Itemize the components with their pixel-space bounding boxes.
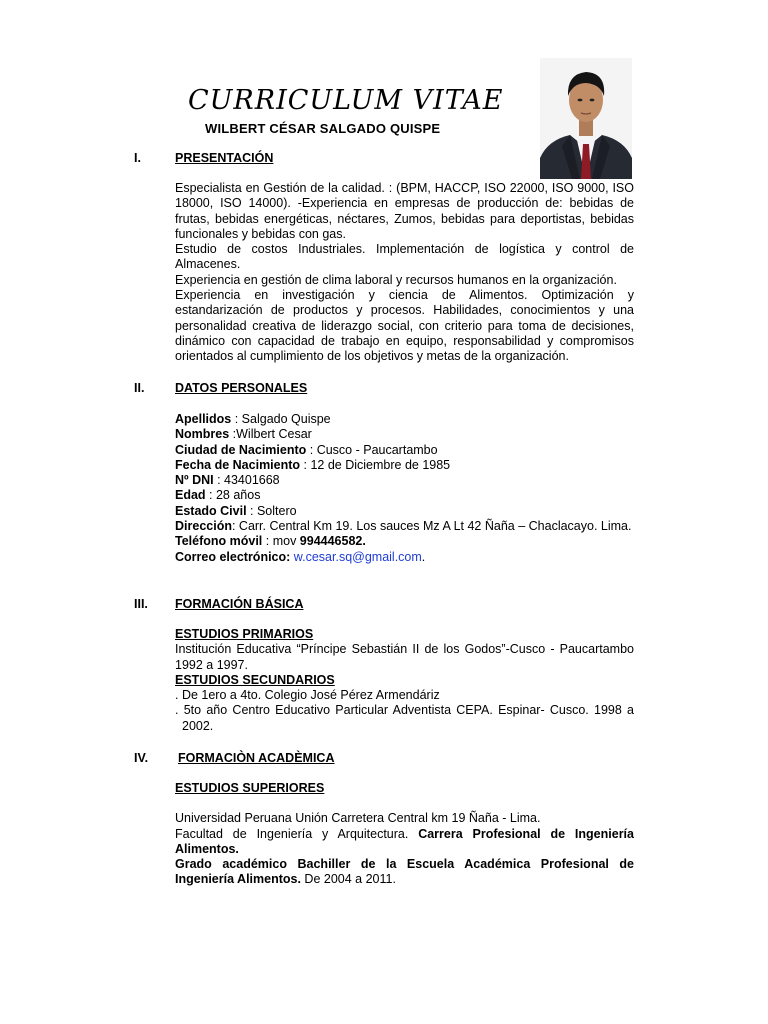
estudios-superiores-heading: ESTUDIOS SUPERIORES <box>175 781 325 795</box>
section-heading-basica: FORMACIÓN BÁSICA <box>175 597 304 611</box>
grado-fechas: De 2004 a 2011. <box>300 872 396 887</box>
presentacion-paragraph-1: Especialista en Gestión de la calidad. : (BPM, HACCP, ISO 22000, ISO 9000, ISO 18000, ISO 14000). -Experiencia en empresas de producción de: bebidas de frutas, bebidas energéticas, néctares, Zumos, bebidas para deportistas, bebidas funcionales y bebidas con gas. <box>175 181 634 241</box>
person-portrait-icon <box>540 58 632 179</box>
secundarios-item-2: . 5to año Centro Educativo Particular Adventista CEPA. Espinar- Cusco. 1998 a 2002. <box>175 703 634 733</box>
grado-text: Grado académico Bachiller de la Escuela Académica Profesional de Ingeniería Alimentos. <box>175 857 634 887</box>
direccion-label: Dirección <box>175 519 232 534</box>
datos-personales-list <box>175 412 634 565</box>
cv-name: WILBERT CÉSAR SALGADO QUISPE <box>205 121 441 136</box>
estado-civil-value: : Soltero <box>246 503 297 518</box>
presentacion-paragraph-4: Experiencia en investigación y ciencia de Alimentos. Optimización y estandarización de productos y procesos. Habilidades, conocimientos y una personalidad creativa de liderazgo social, con criterio para toma de decisiones, dinámico con capacidad de trabajo en equipo, responsabilidad y compromisos orientados al cumplimiento de los objetivos y metas de la organización. <box>175 288 634 364</box>
formacion-academica-body <box>175 781 634 888</box>
universidad-text: Universidad Peruana Unión Carretera Central km 19 Ñaña - Lima. <box>175 811 541 826</box>
section-number-datos: II. <box>134 381 145 395</box>
carrera-text: Carrera Profesional de Ingeniería Alimentos. <box>175 826 634 856</box>
fecha-value: : 12 de Diciembre de 1985 <box>300 457 451 472</box>
dni-row <box>175 473 634 488</box>
fecha-label: Fecha de Nacimiento <box>175 457 301 472</box>
apellidos-row <box>175 412 634 427</box>
direccion-row <box>175 519 634 534</box>
telefono-row <box>175 534 634 549</box>
presentacion-paragraph-3: Experiencia en gestión de clima laboral y recursos humanos en la organización. <box>175 272 617 287</box>
edad-label: Edad <box>175 488 206 503</box>
section-number-presentacion: I. <box>134 151 141 165</box>
dni-value: : 43401668 <box>213 473 280 488</box>
ciudad-label: Ciudad de Nacimiento <box>175 442 307 457</box>
dni-label: Nº DNI <box>175 473 214 488</box>
telefono-label: Teléfono móvil <box>175 534 263 549</box>
estudios-primarios-heading: ESTUDIOS PRIMARIOS <box>175 627 314 641</box>
section-number-academica: IV. <box>134 751 149 765</box>
section-heading-datos: DATOS PERSONALES <box>175 381 308 395</box>
apellidos-label: Apellidos <box>175 412 232 426</box>
secundarios-item-1: . De 1ero a 4to. Colegio José Pérez Armendáriz <box>175 688 440 703</box>
correo-label: Correo electrónico: <box>175 549 291 564</box>
section-heading-presentacion: PRESENTACIÓN <box>175 151 274 165</box>
estudios-primarios-text: Institución Educativa “Príncipe Sebastián II de los Godos”-Cusco - Paucartambo 1992 a 1997. <box>175 642 634 672</box>
telefono-value: 994446582. <box>299 534 366 549</box>
presentacion-paragraph-2: Estudio de costos Industriales. Implementación de logística y control de Almacenes. <box>175 242 634 272</box>
cv-title: CURRICULUM VITAE <box>188 85 504 116</box>
fecha-row <box>175 458 634 473</box>
apellidos-value: : Salgado Quispe <box>231 412 331 426</box>
nombres-row <box>175 427 634 442</box>
profile-photo <box>540 58 632 179</box>
section-heading-academica: FORMACIÒN ACADÈMICA <box>178 751 335 765</box>
correo-end: . <box>421 549 426 564</box>
edad-value: : 28 años <box>205 488 261 503</box>
ciudad-row <box>175 443 634 458</box>
telefono-prefix: : mov <box>262 534 300 549</box>
ciudad-value: : Cusco - Paucartambo <box>306 442 438 457</box>
grado-row <box>175 857 634 888</box>
spacer <box>175 796 634 811</box>
formacion-basica-body <box>175 627 634 734</box>
estudios-secundarios-heading: ESTUDIOS SECUNDARIOS <box>175 672 335 687</box>
estado-civil-row <box>175 504 634 519</box>
section-number-basica: III. <box>134 597 148 611</box>
edad-row <box>175 488 634 503</box>
nombres-value: :Wilbert Cesar <box>229 427 312 442</box>
direccion-value: : Carr. Central Km 19. Los sauces Mz A Lt 42 Ñaña – Chaclacayo. Lima. <box>231 519 632 534</box>
facultad-row <box>175 827 634 858</box>
nombres-label: Nombres <box>175 427 230 442</box>
email-link[interactable]: w.cesar.sq@gmail.com <box>290 549 422 564</box>
facultad-text: Facultad de Ingeniería y Arquitectura. <box>175 826 419 841</box>
correo-row <box>175 550 634 565</box>
estado-civil-label: Estado Civil <box>175 503 247 518</box>
presentacion-body <box>175 181 634 365</box>
